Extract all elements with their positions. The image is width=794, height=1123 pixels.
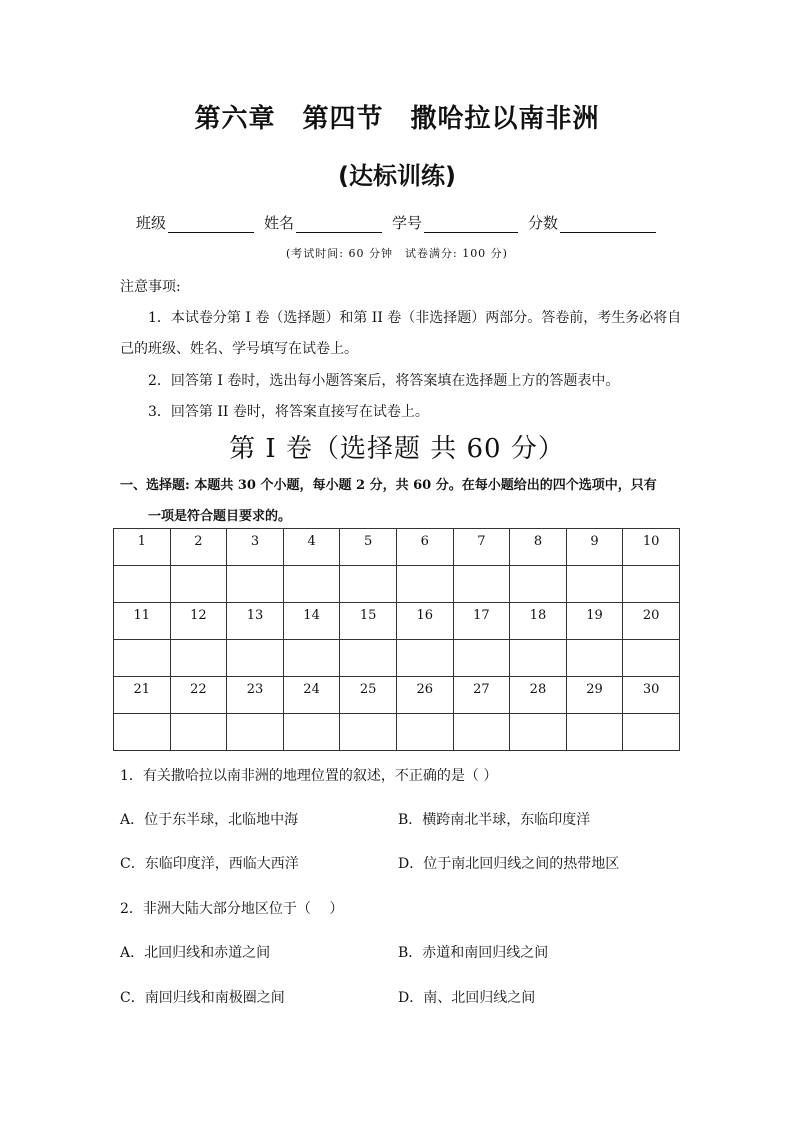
answer-cell[interactable]	[453, 714, 510, 751]
student-id-blank[interactable]	[424, 217, 518, 233]
answer-cell[interactable]	[283, 566, 340, 603]
grid-answer-row	[114, 714, 680, 751]
grid-number: 11	[114, 603, 171, 640]
question-1-stem: 1．有关撒哈拉以南非洲的地理位置的叙述，不正确的是（ ）	[120, 768, 498, 784]
grid-number: 14	[283, 603, 340, 640]
notice-line-2: 己的班级、姓名、学号填写在试卷上。	[120, 341, 358, 357]
answer-cell[interactable]	[114, 566, 171, 603]
answer-cell[interactable]	[566, 640, 623, 677]
answer-cell[interactable]	[453, 566, 510, 603]
grid-answer-row	[114, 640, 680, 677]
question-1-option-d[interactable]: D．位于南北回归线之间的热带地区	[398, 856, 620, 872]
grid-number: 22	[170, 677, 227, 714]
time-note: (考试时间: 60 分钟 试卷满分: 100 分)	[286, 247, 508, 260]
grid-number-row	[114, 677, 680, 714]
answer-cell[interactable]	[114, 640, 171, 677]
grid-number: 5	[340, 529, 397, 566]
grid-number: 27	[453, 677, 510, 714]
grid-number: 25	[340, 677, 397, 714]
grid-number: 15	[340, 603, 397, 640]
question-2-option-a[interactable]: A．北回归线和赤道之间	[120, 945, 271, 961]
grid-number: 13	[227, 603, 284, 640]
grid-number: 4	[283, 529, 340, 566]
grid-number-row	[114, 529, 680, 566]
answer-cell[interactable]	[227, 640, 284, 677]
answer-cell[interactable]	[453, 640, 510, 677]
name-label: 姓名	[264, 214, 295, 232]
answer-cell[interactable]	[170, 640, 227, 677]
notes-title: 注意事项:	[120, 279, 181, 295]
grid-number: 30	[623, 677, 680, 714]
grid-number: 18	[510, 603, 567, 640]
answer-cell[interactable]	[170, 714, 227, 751]
page-subtitle: (达标训练)	[338, 162, 456, 190]
instruction-line-1: 一、选择题: 本题共 30 个小题，每小题 2 分，共 60 分。在每小题给出的四个选项中，只有	[120, 478, 657, 493]
notice-line-4: 3．回答第 II 卷时，将答案直接写在试卷上。	[148, 404, 429, 420]
answer-cell[interactable]	[566, 714, 623, 751]
question-2-stem: 2．非洲大陆大部分地区位于（ ）	[120, 901, 344, 917]
score-blank[interactable]	[560, 217, 656, 233]
grid-number: 23	[227, 677, 284, 714]
answer-cell[interactable]	[510, 640, 567, 677]
answer-cell[interactable]	[227, 566, 284, 603]
grid-number: 3	[227, 529, 284, 566]
grid-number: 9	[566, 529, 623, 566]
score-label: 分数	[528, 214, 559, 232]
grid-number: 28	[510, 677, 567, 714]
answer-cell[interactable]	[340, 640, 397, 677]
answer-cell[interactable]	[623, 714, 680, 751]
answer-cell[interactable]	[340, 714, 397, 751]
answer-cell[interactable]	[283, 640, 340, 677]
answer-cell[interactable]	[227, 714, 284, 751]
name-field	[264, 212, 382, 233]
grid-number: 1	[114, 529, 171, 566]
answer-cell[interactable]	[396, 640, 453, 677]
student-id-label: 学号	[392, 214, 423, 232]
grid-number: 20	[623, 603, 680, 640]
grid-number: 21	[114, 677, 171, 714]
grid-number: 6	[396, 529, 453, 566]
instruction-line-2: 一项是符合题目要求的。	[148, 509, 292, 524]
grid-number: 7	[453, 529, 510, 566]
class-field	[136, 212, 254, 233]
grid-number: 26	[396, 677, 453, 714]
grid-number-row	[114, 603, 680, 640]
answer-cell[interactable]	[510, 714, 567, 751]
grid-number: 8	[510, 529, 567, 566]
page-title: 第六章 第四节 撒哈拉以南非洲	[194, 104, 600, 134]
grid-number: 29	[566, 677, 623, 714]
question-1-option-a[interactable]: A．位于东半球，北临地中海	[120, 812, 299, 828]
answer-cell[interactable]	[566, 566, 623, 603]
class-blank[interactable]	[168, 217, 254, 233]
answer-grid	[113, 528, 680, 751]
grid-number: 16	[396, 603, 453, 640]
answer-cell[interactable]	[340, 566, 397, 603]
score-field	[528, 212, 656, 233]
answer-cell[interactable]	[510, 566, 567, 603]
student-info-row	[136, 212, 666, 233]
class-label: 班级	[136, 214, 167, 232]
section-title: 第 I 卷（选择题 共 60 分）	[229, 434, 565, 464]
grid-number: 19	[566, 603, 623, 640]
grid-number: 17	[453, 603, 510, 640]
question-1-option-c[interactable]: C．东临印度洋，西临大西洋	[120, 856, 299, 872]
answer-cell[interactable]	[396, 714, 453, 751]
question-1-option-b[interactable]: B．横跨南北半球，东临印度洋	[398, 812, 591, 828]
grid-answer-row	[114, 566, 680, 603]
answer-cell[interactable]	[623, 566, 680, 603]
notice-line-3: 2．回答第 I 卷时，选出每小题答案后，将答案填在选择题上方的答题表中。	[148, 373, 620, 389]
question-2-option-b[interactable]: B．赤道和南回归线之间	[398, 945, 549, 961]
answer-cell[interactable]	[170, 566, 227, 603]
answer-cell[interactable]	[283, 714, 340, 751]
name-blank[interactable]	[296, 217, 382, 233]
grid-number: 2	[170, 529, 227, 566]
answer-cell[interactable]	[114, 714, 171, 751]
question-2-option-d[interactable]: D．南、北回归线之间	[398, 990, 536, 1006]
grid-number: 10	[623, 529, 680, 566]
notice-line-1: 1．本试卷分第 I 卷（选择题）和第 II 卷（非选择题）两部分。答卷前，考生务必将自	[148, 310, 682, 326]
grid-number: 24	[283, 677, 340, 714]
answer-cell[interactable]	[623, 640, 680, 677]
answer-cell[interactable]	[396, 566, 453, 603]
grid-number: 12	[170, 603, 227, 640]
student-id-field	[392, 212, 518, 233]
question-2-option-c[interactable]: C．南回归线和南极圈之间	[120, 990, 285, 1006]
